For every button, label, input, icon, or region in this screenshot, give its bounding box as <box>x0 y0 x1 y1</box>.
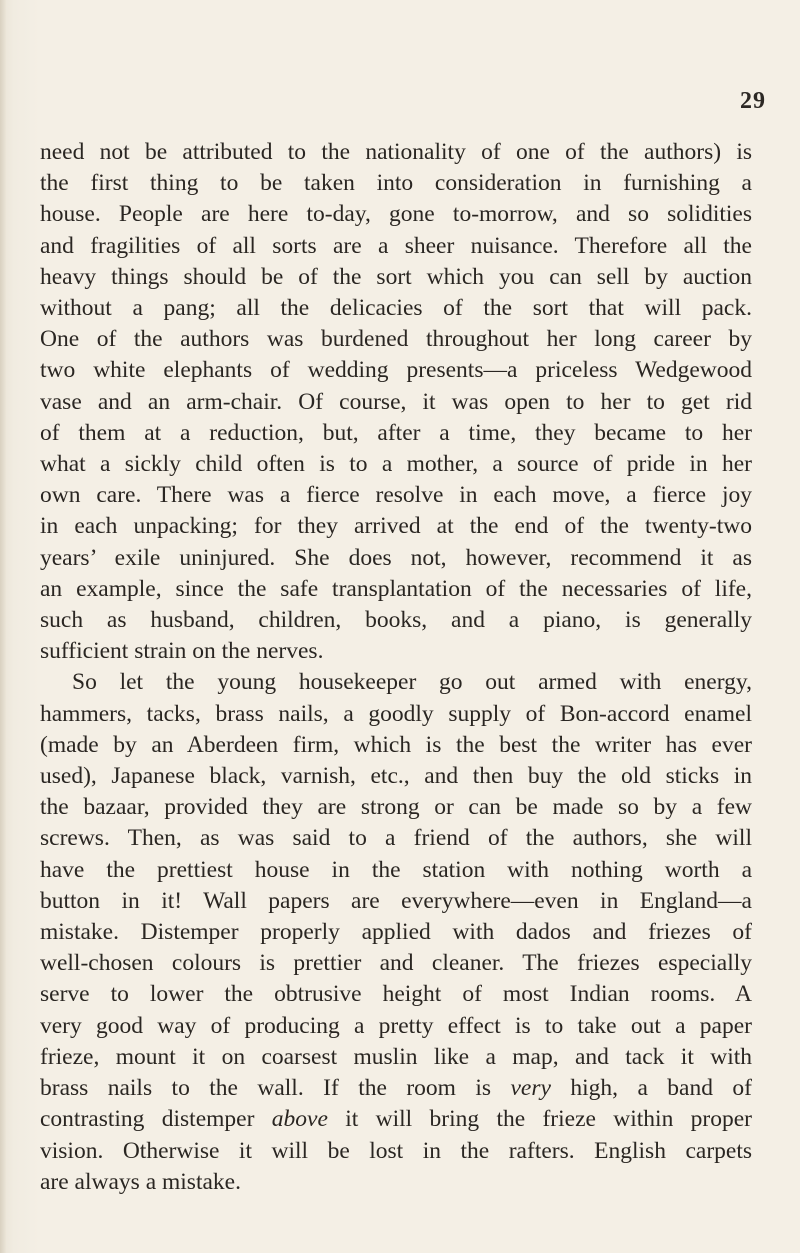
text-line: the bazaar, provided they are strong or can be made so by a few <box>40 794 752 821</box>
text-segment: brass nails to the wall. If the room is <box>40 1075 511 1102</box>
text-line: what a sickly child often is to a mother, a source of pride in her <box>40 451 752 478</box>
text-line: house. People are here to-day, gone to-morrow, and so solidities <box>40 201 752 228</box>
text-line: years’ exile uninjured. She does not, however, recommend it as <box>40 544 752 571</box>
text-line: button in it! Wall papers are everywhere—even in England—a <box>40 887 752 914</box>
text-line: two white elephants of wedding presents—a priceless Wedgewood <box>40 357 752 384</box>
emphasis-very: very <box>510 1075 551 1102</box>
text-line: mistake. Distemper properly applied with dados and friezes of <box>40 919 752 946</box>
text-segment: it will bring the frieze within proper <box>327 1106 753 1133</box>
text-line: vision. Otherwise it will be lost in the rafters. English carpets <box>40 1137 752 1164</box>
text-line <box>40 1073 752 1104</box>
text-line: hammers, tacks, brass nails, a goodly supply of Bon-accord enamel <box>40 700 752 727</box>
page-number: 29 <box>740 88 766 114</box>
paragraph-1 <box>40 137 752 667</box>
text-line <box>40 1104 752 1135</box>
text-line: an example, since the safe transplantation of the necessaries of life, <box>40 575 752 602</box>
text-line: (made by an Aberdeen firm, which is the best the writer has ever <box>40 731 752 758</box>
text-line: the first thing to be taken into consideration in furnishing a <box>40 170 752 197</box>
text-line: heavy things should be of the sort which you can sell by auction <box>40 263 752 290</box>
text-line: have the prettiest house in the station with nothing worth a <box>40 856 752 883</box>
text-line: So let the young housekeeper go out armed with energy, <box>72 669 752 696</box>
text-line: screws. Then, as was said to a friend of the authors, she will <box>40 825 752 852</box>
text-line: vase and an arm-chair. Of course, it was open to her to get rid <box>40 388 752 415</box>
text-line: are always a mistake. <box>40 1168 241 1195</box>
text-line: of them at a reduction, but, after a time, they became to her <box>40 419 752 446</box>
text-line: in each unpacking; for they arrived at the end of the twenty-two <box>40 513 752 540</box>
text-line: well-chosen colours is prettier and cleaner. The friezes especially <box>40 950 752 977</box>
text-line: need not be attributed to the nationality of one of the authors) is <box>40 139 752 165</box>
text-line: serve to lower the obtrusive height of most Indian rooms. A <box>40 981 752 1008</box>
text-line: frieze, mount it on coarsest muslin like a map, and tack it with <box>40 1043 752 1070</box>
text-segment: high, a band of <box>550 1075 752 1102</box>
text-line: used), Japanese black, varnish, etc., and then buy the old sticks in <box>40 763 752 790</box>
text-line: and fragilities of all sorts are a sheer nuisance. Therefore all the <box>40 232 752 259</box>
text-line: very good way of producing a pretty effect is to take out a paper <box>40 1012 752 1039</box>
body-text <box>40 137 752 1198</box>
paragraph-2 <box>40 667 752 1197</box>
text-segment: contrasting distemper <box>40 1106 272 1133</box>
text-line: such as husband, children, books, and a piano, is generally <box>40 607 752 634</box>
text-line: own care. There was a fierce resolve in each move, a fierce joy <box>40 482 752 509</box>
text-line: sufficient strain on the nerves. <box>40 638 324 665</box>
emphasis-above: above <box>271 1106 328 1133</box>
text-line: One of the authors was burdened throughout her long career by <box>40 326 752 353</box>
text-line: without a pang; all the delicacies of the sort that will pack. <box>40 295 752 322</box>
page-binding-edge <box>0 0 6 1253</box>
